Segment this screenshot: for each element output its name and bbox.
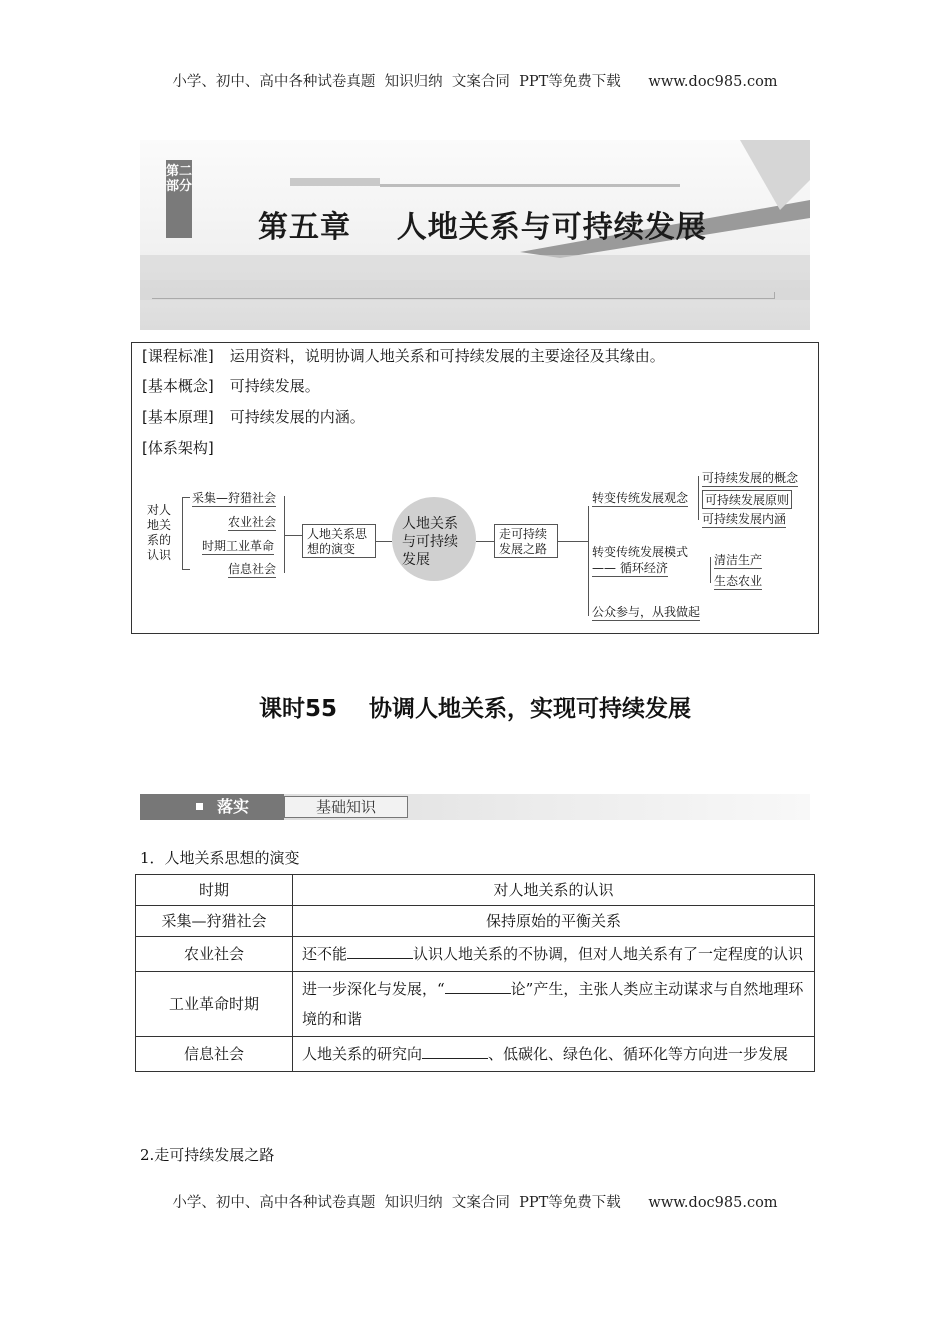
mindmap-sub-item: 可持续发展的概念: [702, 471, 799, 485]
page-footer: 小学、初中、高中各种试卷真题 知识归纳 文案合同 PPT等免费下载 www.doc985.com: [172, 1195, 778, 1211]
table-header-row: [136, 875, 815, 906]
curriculum-tag: [基本原理]: [142, 408, 214, 426]
mindmap-branch: —— 循环经济: [592, 561, 668, 575]
mindmap-left-item: 时期工业革命: [202, 539, 275, 553]
table-cell-text: [293, 937, 815, 972]
fill-blank[interactable]: [422, 1043, 488, 1059]
curriculum-tag: [课程标准]: [142, 347, 214, 365]
cell-text: 还不能: [302, 945, 348, 963]
mindmap-sub-item: 清洁生产: [714, 553, 763, 567]
cell-text: 进一步深化与发展，“: [302, 980, 445, 998]
mindmap-road-box: 走可持续发展之路: [494, 524, 558, 558]
cell-text: 人地关系的研究向: [302, 1045, 423, 1063]
cell-text: 保持原始的平衡关系: [485, 912, 621, 930]
square-icon: [196, 803, 203, 810]
mindmap-left-title: 对人地关系的认识: [146, 503, 171, 562]
curriculum-tag: [体系架构]: [142, 439, 214, 457]
table-cell-text: [293, 906, 815, 937]
banner-boat: [290, 178, 380, 186]
mindmap-sub-item: 可持续发展原则: [702, 490, 792, 509]
banner-horizon: [380, 184, 680, 187]
bracket-line: [182, 497, 183, 569]
table-cell-text: [293, 1037, 815, 1072]
section-light-label: 基础知识: [284, 796, 408, 818]
connector-line: [698, 476, 699, 520]
table-row: [136, 937, 815, 972]
lesson-title: 课时55 协调人地关系，实现可持续发展: [258, 696, 692, 722]
curriculum-tag: [基本概念]: [142, 377, 214, 395]
mindmap-evolution-box: 人地关系思想的演变: [302, 524, 376, 558]
cell-text: 论”产生，主张人类应主动谋求与自然地理环境的和谐: [302, 980, 804, 1028]
connector-line: [376, 541, 392, 542]
mindmap-sub-item: 可持续发展内涵: [702, 512, 787, 526]
mindmap-left-item: 农业社会: [228, 515, 277, 529]
curriculum-text: 可持续发展。: [229, 377, 320, 395]
chapter-title: 第五章 人地关系与可持续发展: [258, 210, 707, 245]
fill-blank[interactable]: [445, 978, 511, 994]
table-cell-period: 工业革命时期: [136, 972, 293, 1037]
fill-blank[interactable]: [347, 943, 413, 959]
table-cell-period: 信息社会: [136, 1037, 293, 1072]
connector-line: [710, 557, 711, 583]
table-header-cell: 时期: [136, 875, 293, 906]
connector-line: [476, 541, 494, 542]
curriculum-text: 运用资料，说明协调人地关系和可持续发展的主要途径及其缘由。: [229, 347, 665, 365]
page-header: 小学、初中、高中各种试卷真题 知识归纳 文案合同 PPT等免费下载 www.doc985.com: [172, 74, 778, 90]
cell-text: 、低碳化、绿色化、循环化等方向进一步发展: [488, 1045, 789, 1063]
table-cell-text: [293, 972, 815, 1037]
part-label: 第二部分: [166, 160, 192, 238]
connector-line: [588, 506, 589, 616]
mindmap-branch: 公众参与，从我做起: [592, 605, 701, 619]
section-dark-text: 落实: [217, 797, 250, 816]
mindmap-left-item: 采集—狩猎社会: [192, 491, 277, 505]
mindmap-branch: 转变传统发展观念: [592, 491, 689, 505]
table-header-cell: 对人地关系的认识: [293, 875, 815, 906]
table-cell-period: 采集—狩猎社会: [136, 906, 293, 937]
connector-line: [284, 535, 302, 536]
table-row: [136, 1037, 815, 1072]
mindmap-sub-item: 生态农业: [714, 574, 763, 588]
table-cell-period: 农业社会: [136, 937, 293, 972]
mindmap-branch: 转变传统发展模式: [592, 545, 689, 559]
cell-text: 认识人地关系的不协调，但对人地关系有了一定程度的认识: [413, 945, 804, 963]
banner-foliage: [740, 140, 810, 210]
bracket-line: [182, 497, 190, 498]
part1-heading: 1．人地关系思想的演变: [140, 849, 300, 867]
section-bar: [140, 794, 810, 820]
connector-line: [558, 541, 588, 542]
table-row: [136, 906, 815, 937]
mindmap-center: 人地关系与可持续发展: [392, 497, 476, 581]
part2-heading: 2.走可持续发展之路: [140, 1146, 275, 1164]
mind-map: [132, 343, 818, 633]
table-row: [136, 972, 815, 1037]
evolution-table: [135, 874, 815, 1072]
chapter-banner: [140, 140, 810, 330]
bracket-line: [182, 569, 190, 570]
banner-frame: [152, 292, 775, 299]
mindmap-left-item: 信息社会: [228, 562, 277, 576]
curriculum-text: 可持续发展的内涵。: [229, 408, 365, 426]
curriculum-box: [131, 342, 819, 634]
section-dark-label: [140, 794, 284, 820]
